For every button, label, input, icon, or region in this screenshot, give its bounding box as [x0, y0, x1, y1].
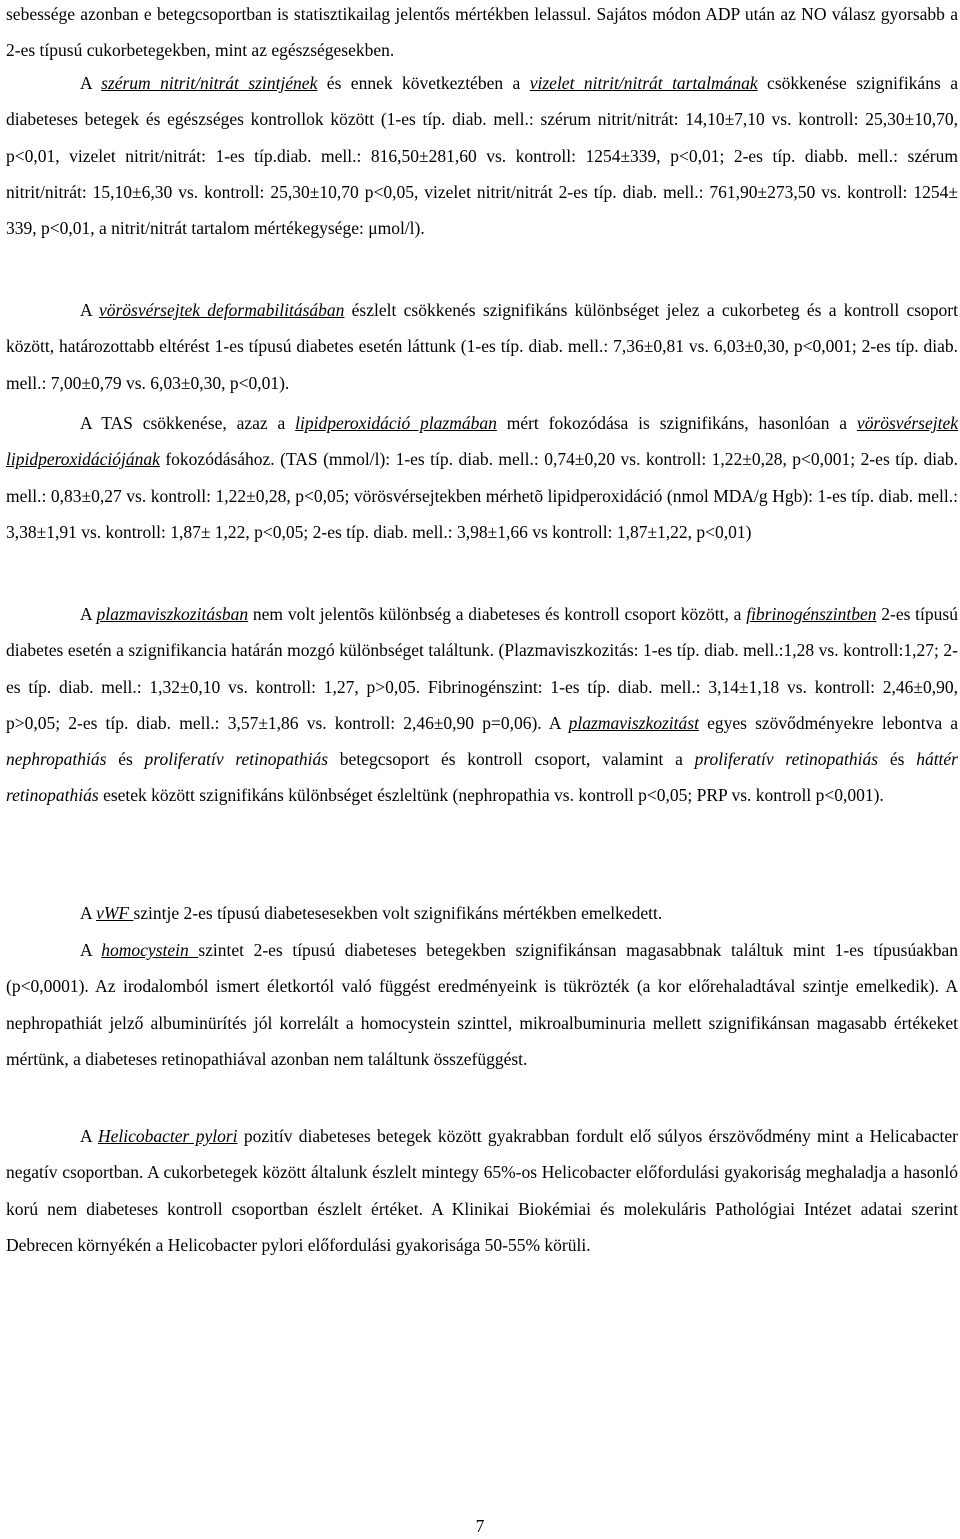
paragraph-homocystein [6, 932, 958, 1077]
emphasized-term: vörösvérsejtek lipidperoxidációjának [6, 413, 958, 470]
paragraph-rbc-deformability [6, 292, 958, 401]
emphasized-term: vizelet nitrit/nitrát tartalmának [529, 73, 758, 93]
text-run: mért fokozódása is szignifikáns, hasonlóan a [496, 413, 857, 433]
text-run: és [878, 749, 917, 770]
italic-term: proliferatív retinopathiás [694, 749, 879, 770]
emphasized-term: homocystein [101, 940, 199, 960]
emphasized-term: vWF [96, 903, 134, 923]
text-run: nem volt jelentõs különbség a diabeteses és kontroll csoport között, a [248, 604, 747, 624]
text-run: észlelt csökkenés szignifikáns különbséget jelez a cukorbeteg és a kontroll csoport között, határozottabb eltérést 1-es típusú diabetes esetén láttunk (1-es típ. diab. mell.: 7,36±0,81 vs. 6,03±0,30, p<0,001; 2-es típ. diab. mell.: 7,00±0,79 vs. 6,03±0,30, p<0,01). [6, 300, 958, 393]
text-run: A [80, 73, 102, 93]
paragraph-tas-lipid-peroxidation [6, 405, 958, 550]
emphasized-term: lipidperoxidáció plazmában [295, 413, 497, 433]
emphasized-term: fibrinogénszintben [746, 604, 877, 624]
text-run: pozitív diabeteses betegek között gyakrabban fordult elő súlyos érszövődmény mint a Helicabacter negatív csoportban. A cukorbetegek között általunk észlelt mintegy 65%-os Helicobacter előfordulási gyakoriság meghaladja a hasonló korú nem diabeteses kontroll csoportban észlelt értéket. A Klinikai Biokémiai és molekuláris Pathológiai Intézet adatai szerint Debrecen környékén a Helicobacter pylori előfordulási gyakorisága 50-55% körüli. [6, 1126, 958, 1255]
text-run: sebessége azonban e betegcsoportban is statisztikailag jelentős mértékben lelassul. Sajátos módon ADP után az NO válasz gyorsabb a 2-es típusú cukorbetegekben, mint az egészségesekben. [6, 4, 958, 61]
emphasized-term: szérum nitrit/nitrát szintjének [101, 73, 318, 93]
emphasized-term: plazmaviszkozitást [568, 712, 699, 733]
emphasized-term: plazmaviszkozitásban [96, 604, 249, 624]
text-run: fokozódásához. (TAS (mmol/l): 1-es típ. diab. mell.: 0,74±0,20 vs. kontroll: 1,22±0,28, p<0,001; 2-es típ. diab. mell.: 0,83±0,27 vs. kontroll: 1,22±0,28, p<0,05; vörösvérsejtekben mérhetõ lipidperoxidáció (nmol MDA/g Hgb): 1-es típ. diab. mell.: 3,38±1,91 vs. kontroll: 1,87± 1,22, p<0,05; 2-es típ. diab. mell.: 3,98±1,66 vs kontroll: 1,87±1,22, p<0,01) [6, 449, 958, 542]
text-run: egyes szövődményekre lebontva a [698, 712, 959, 733]
page-number: 7 [475, 1516, 485, 1536]
text-run: betegcsoport és kontroll csoport, valamint a [328, 749, 695, 770]
paragraph-no-response [6, 0, 958, 69]
italic-term: nephropathiás [6, 749, 107, 770]
paragraph-vwf [6, 895, 958, 931]
emphasized-term: vörösvérsejtek deformabilitásában [98, 300, 345, 320]
text-run: 2-es típusú diabetes esetén a szignifikancia határán mozgó különbséget találtunk. (Plazmaviszkozitás: 1-es típ. diab. mell.:1,28 vs. kontroll:1,27; 2-es típ. diab. mell.: 1,32±0,10 vs. kontroll: 1,27, p>0,05. Fibrinogénszint: 1-es típ. diab. mell.: 3,14±1,18 vs. kontroll: 2,46±0,90, p>0,05; 2-es típ. diab. mell.: 3,57±1,86 vs. kontroll: 2,46±0,90 p=0,06). A [6, 604, 958, 733]
text-run: A [80, 300, 99, 320]
text-run: esetek között szignifikáns különbséget észleltünk (nephropathia vs. kontroll p<0,05; PRP vs. kontroll p<0,001). [98, 785, 884, 806]
italic-term: háttér retinopathiás [6, 749, 958, 806]
text-run: A [80, 604, 97, 624]
emphasized-term: Helicobacter pylori [98, 1126, 238, 1146]
text-run: szintet 2-es típusú diabeteses betegekben szignifikánsan magasabbnak találtuk mint 1-es típusúakban (p<0,0001). Az irodalomból ismert életkortól való függést eredményeink is tükrözték (a kor előrehaladtával szintje emelkedik). A nephropathiát jelző albuminürítés jól korrelált a homocystein szinttel, mikroalbuminuria mellett szignifikánsan magasabb értékeket mértünk, a diabeteses retinopathiával azonban nem találtunk összefüggést. [6, 940, 958, 1069]
paragraph-nitrite-nitrate [6, 65, 958, 246]
text-run: szintje 2-es típusú diabetesesekben volt szignifikáns mértékben emelkedett. [133, 903, 663, 923]
paragraph-helicobacter [6, 1118, 958, 1263]
paragraph-plasma-viscosity [6, 596, 958, 814]
text-run: A [80, 1126, 99, 1146]
italic-term: proliferatív retinopathiás [144, 749, 329, 770]
text-run: és ennek következtében a [317, 73, 530, 93]
text-run: A [80, 903, 97, 923]
text-run: és [106, 749, 145, 770]
text-run: A TAS csökkenése, azaz a [80, 413, 296, 433]
text-run: A [80, 940, 102, 960]
text-run: csökkenése szignifikáns a diabeteses betegek és egészséges kontrollok között (1-es típ. diab. mell.: szérum nitrit/nitrát: 14,10±7,10 vs. kontroll: 25,30±10,70, p<0,01, vizelet nitrit/nitrát: 1-es típ.diab. mell.: 816,50±281,60 vs. kontroll: 1254±339, p<0,01; 2-es típ. diabb. mell.: szérum nitrit/nitrát: 15,10±6,30 vs. kontroll: 25,30±10,70 p<0,05, vizelet nitrit/nitrát 2-es típ. diab. mell.: 761,90±273,50 vs. kontroll: 1254± 339, p<0,01, a nitrit/nitrát tartalom mértékegysége: μmol/l). [6, 73, 958, 239]
